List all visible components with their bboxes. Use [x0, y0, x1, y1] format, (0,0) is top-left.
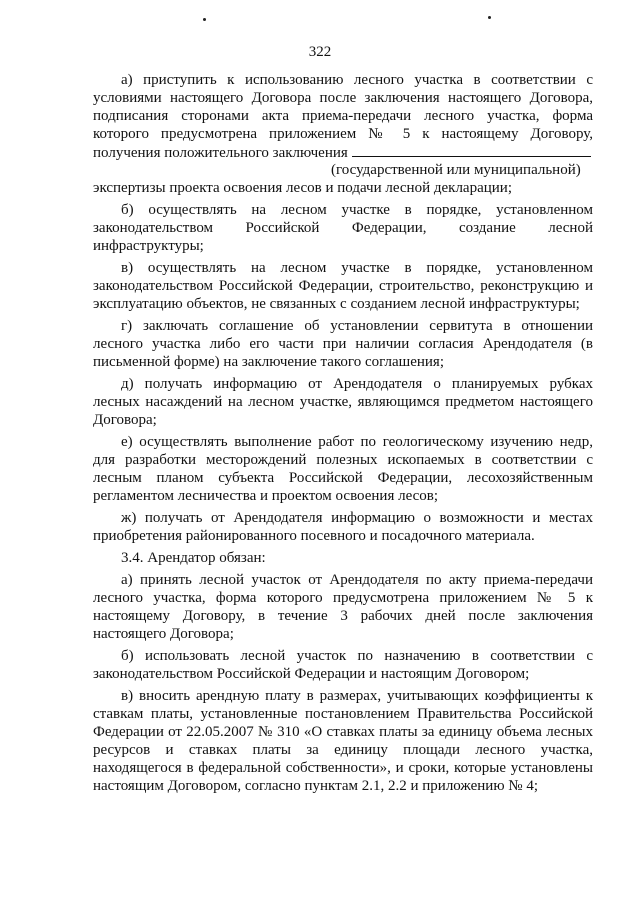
- text-line: экспертизы проекта освоения лесов и подачи лесной декларации;: [93, 180, 512, 196]
- paragraph: [93, 571, 593, 643]
- blank-line-prefix: получения положительного заключения: [93, 145, 352, 161]
- text-line: в) вносить арендную плату в размерах, учитывающих коэффициенты к: [121, 688, 593, 704]
- paragraph: [93, 687, 593, 795]
- text-line: законодательством Российской Федерации, строительство, реконструкцию и: [93, 278, 593, 294]
- text-line: настоящего Договора;: [93, 626, 234, 642]
- text-line: а) приступить к использованию лесного участка в соответствии с: [121, 72, 593, 88]
- paragraph: [93, 201, 593, 255]
- page-number: 322: [308, 44, 332, 60]
- text-line: лесным планом субъекта Российской Федерации, лесохозяйственным: [93, 470, 593, 486]
- paragraph: [93, 549, 593, 567]
- text-line: инфраструктуры;: [93, 238, 204, 254]
- paragraph: [93, 433, 593, 505]
- text-line: б) осуществлять на лесном участке в порядке, установленном: [121, 202, 593, 218]
- text-line: ставкам платы, установленные постановлением Правительства Российской: [93, 706, 593, 722]
- text-line: г) заключать соглашение об установлении сервитута в отношении: [121, 318, 593, 334]
- text-line: условиями настоящего Договора после заключения настоящего Договора,: [93, 90, 593, 106]
- paragraph: [93, 647, 593, 683]
- text-line: ж) получать от Арендодателя информацию о возможности и местах: [121, 510, 593, 526]
- text-line: д) получать информацию от Арендодателя о планируемых рубках: [121, 376, 593, 392]
- text-line: лесного участка, форма которого предусмотрена приложением № 5 к: [93, 590, 593, 606]
- text-line: настоящему Договору, в течение 3 рабочих дней после заключения: [93, 608, 593, 624]
- text-line-with-blank: [93, 143, 593, 161]
- text-line: в) осуществлять на лесном участке в порядке, установленном: [121, 260, 593, 276]
- text-line: для разработки месторождений полезных ископаемых в соответствии с: [93, 452, 593, 468]
- text-line: е) осуществлять выполнение работ по геологическому изучению недр,: [121, 434, 593, 450]
- text-line: б) использовать лесной участок по назначению в соответствии с: [121, 648, 593, 664]
- text-line: настоящим Договором, согласно пунктам 2.1, 2.2 и приложению № 4;: [93, 778, 538, 794]
- blank-caption: (государственной или муниципальной): [331, 162, 581, 178]
- paragraph: [93, 259, 593, 313]
- text-line: лесного участка либо его части при наличии согласия Арендодателя (в: [93, 336, 593, 352]
- fill-in-blank: [352, 143, 591, 157]
- text-line: которого предусмотрена приложением № 5 к настоящему Договору,: [93, 126, 593, 142]
- text-line: подписания сторонами акта приема-передачи лесного участка, форма: [93, 108, 593, 124]
- paragraph: [93, 375, 593, 429]
- text-line: эксплуатацию объектов, не связанных с созданием лесной инфраструктуры;: [93, 296, 580, 312]
- text-line: письменной форме) на заключение такого соглашения;: [93, 354, 444, 370]
- text-line: регламентом лесничества и проектом освоения лесов;: [93, 488, 439, 504]
- paragraph: [93, 71, 593, 197]
- text-line: Договора;: [93, 412, 157, 428]
- paragraph: [93, 317, 593, 371]
- text-line: лесных насаждений на лесном участке, являющимся предметом настоящего: [93, 394, 593, 410]
- text-line: ресурсов и ставках платы за единицу площади лесного участка,: [93, 742, 593, 758]
- text-line: находящегося в федеральной собственности», и сроки, которые установлены: [93, 760, 593, 776]
- paragraph: [93, 509, 593, 545]
- text-line: законодательством Российской Федерации и настоящим Договором;: [93, 666, 530, 682]
- text-line: законодательством Российской Федерации, создание лесной: [93, 220, 593, 236]
- text-line: Федерации от 22.05.2007 № 310 «О ставках платы за единицу объема лесных: [93, 724, 593, 740]
- scan-speck: [488, 16, 491, 19]
- scan-speck: [203, 18, 206, 21]
- text-line: 3.4. Арендатор обязан:: [121, 550, 266, 566]
- text-line: а) принять лесной участок от Арендодателя по акту приема-передачи: [121, 572, 593, 588]
- document-body: [93, 71, 593, 799]
- text-line: приобретения районированного посевного и посадочного материала.: [93, 528, 535, 544]
